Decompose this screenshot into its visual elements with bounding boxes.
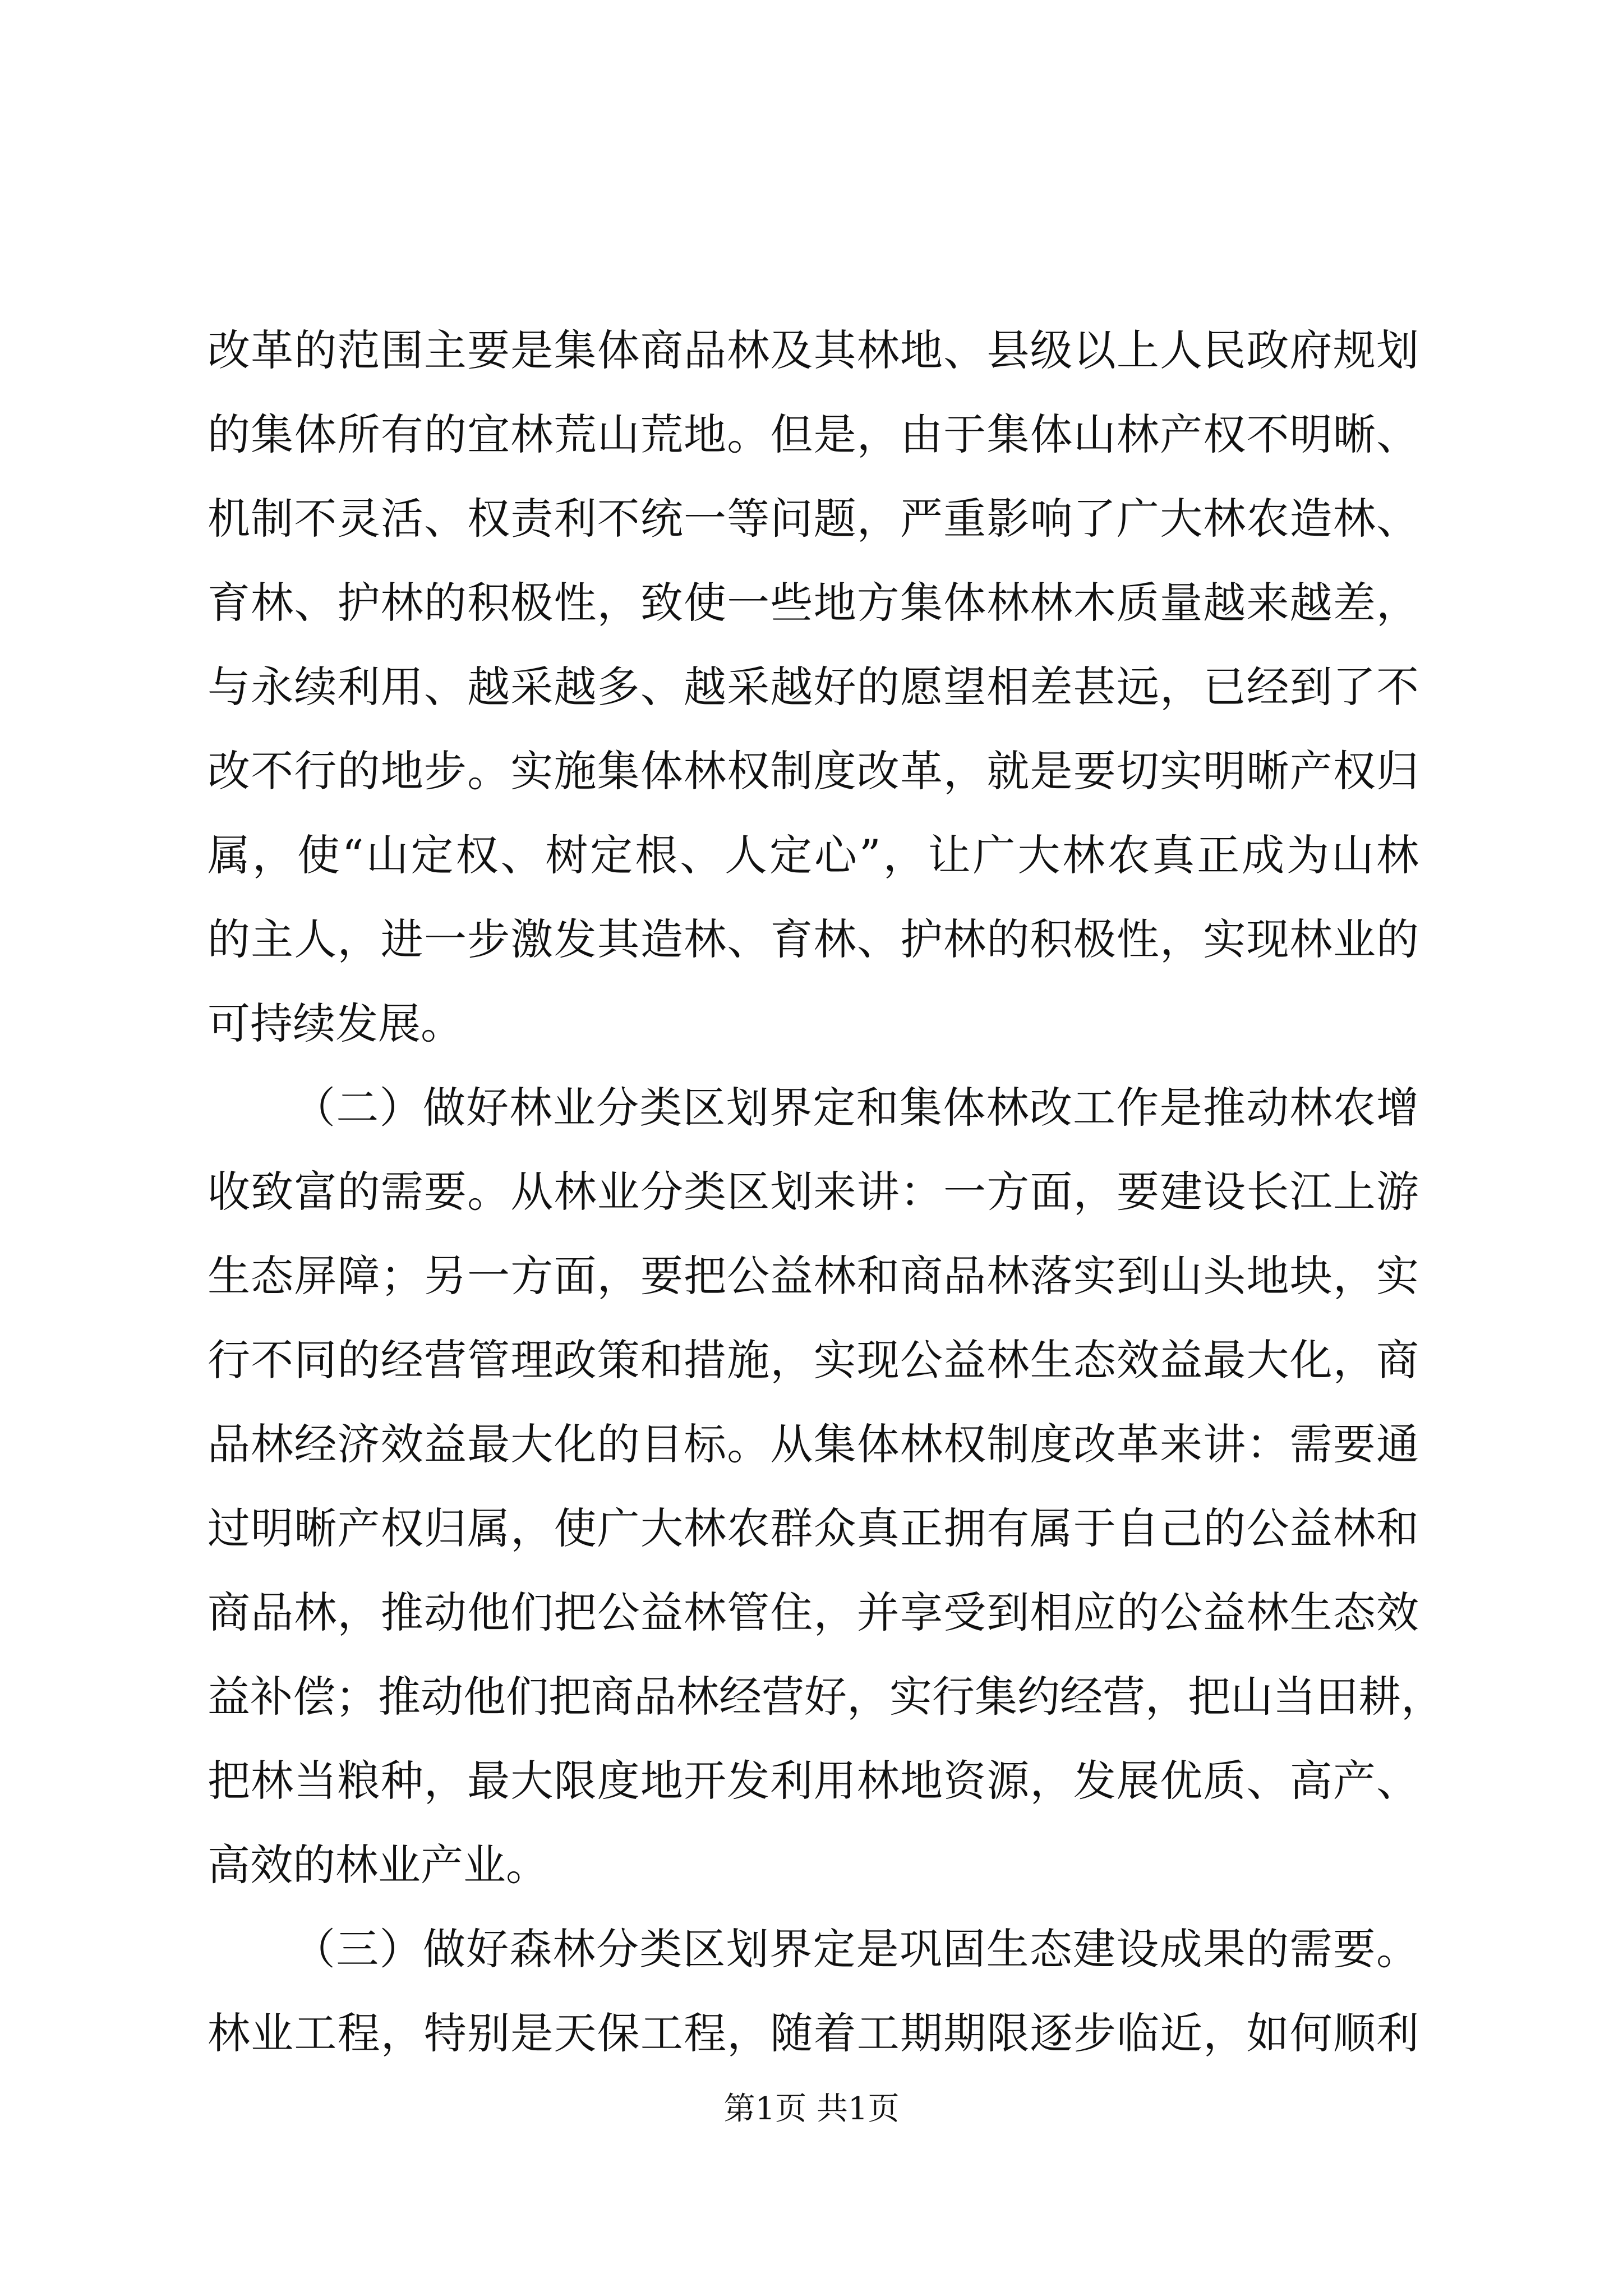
text-line: 的集体所有的宜林荒山荒地。但是，由于集体山林产权不明晰、 [208, 409, 1419, 459]
document-body [208, 309, 1444, 2076]
text-line: 商品林，推动他们把公益林管住，并享受到相应的公益林生态效 [208, 1588, 1419, 1637]
text-line: 益补偿；推动他们把商品林经营好，实行集约经营，把山当田耕， [208, 1672, 1444, 1722]
text-line: 属，使“山定权、树定根、人定心”，让广大林农真正成为山林 [208, 830, 1419, 880]
text-line: 过明晰产权归属，使广大林农群众真正拥有属于自己的公益林和 [208, 1503, 1419, 1553]
text-line: 育林、护林的积极性，致使一些地方集体林林木质量越来越差， [208, 578, 1419, 628]
text-line: 行不同的经营管理政策和措施，实现公益林生态效益最大化，商 [208, 1335, 1419, 1385]
text-line: 机制不灵活、权责利不统一等问题，严重影响了广大林农造林、 [208, 494, 1419, 544]
text-line: 林业工程，特别是天保工程，随着工期期限逐步临近，如何顺利 [208, 2008, 1419, 2058]
section-heading-2: （二）做好林业分类区划界定和集体林改工作是推动林农增 [293, 1083, 1419, 1133]
text-line: 改不行的地步。实施集体林权制度改革，就是要切实明晰产权归 [208, 746, 1419, 796]
text-line: 可持续发展。 [208, 999, 463, 1048]
text-line: 品林经济效益最大化的目标。从集体林权制度改革来讲：需要通 [208, 1419, 1419, 1469]
text-line: 生态屏障；另一方面，要把公益林和商品林落实到山头地块，实 [208, 1251, 1419, 1301]
text-line: 的主人，进一步激发其造林、育林、护林的积极性，实现林业的 [208, 914, 1419, 964]
text-line: 把林当粮种，最大限度地开发利用林地资源，发展优质、高产、 [208, 1756, 1419, 1806]
text-line: 与永续利用、越采越多、越采越好的愿望相差甚远，已经到了不 [208, 662, 1419, 712]
text-line: 高效的林业产业。 [208, 1840, 548, 1890]
text-line: 改革的范围主要是集体商品林及其林地、县级以上人民政府规划 [208, 325, 1419, 375]
section-heading-3: （三）做好森林分类区划界定是巩固生态建设成果的需要。 [293, 1924, 1419, 1974]
text-line: 收致富的需要。从林业分类区划来讲：一方面，要建设长江上游 [208, 1167, 1419, 1217]
page-footer: 第1页 共1页 [723, 2091, 900, 2127]
